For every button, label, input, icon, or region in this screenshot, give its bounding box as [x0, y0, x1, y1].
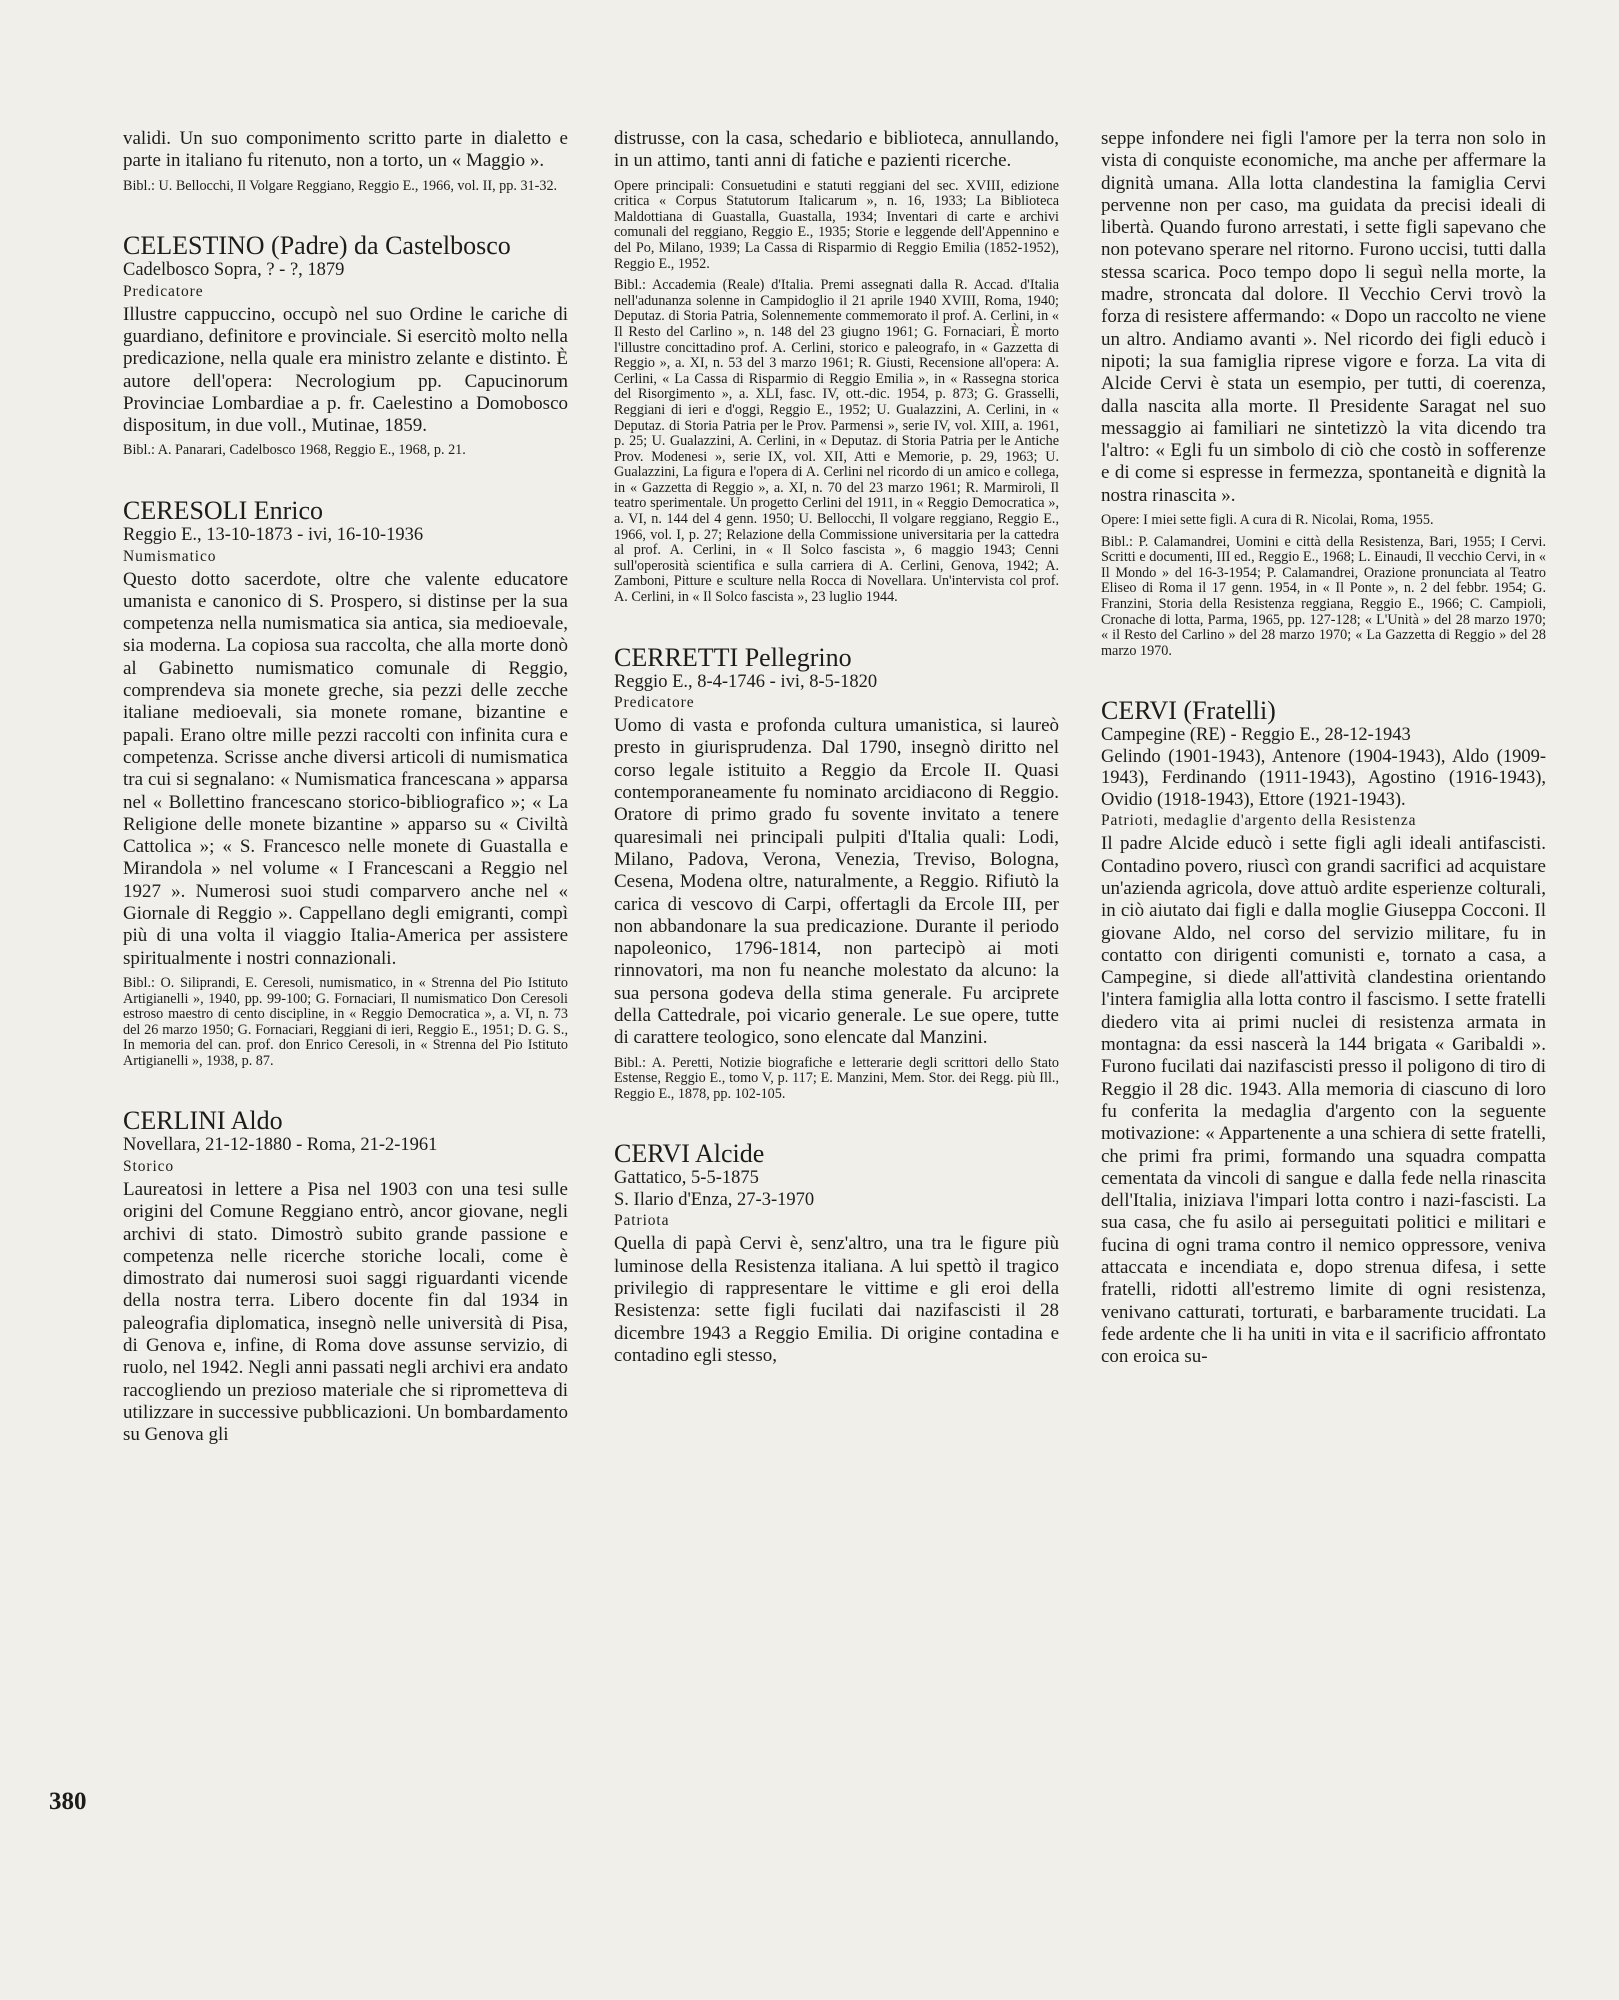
entry-dates: Reggio E., 8-4-1746 - ivi, 8-5-1820 [614, 671, 878, 692]
entry-profession: Predicatore [123, 282, 204, 300]
entry-dates: Gattatico, 5-5-1875 [614, 1168, 759, 1189]
continued-text: validi. Un suo componimento scritto parte in dialetto e parte in italiano fu ritenuto, non a torto, un « Maggio ». [123, 128, 568, 172]
entry-profession: Numismatico [123, 547, 217, 565]
entry-dates: Novellara, 21-12-1880 - Roma, 21-2-1961 [123, 1135, 438, 1156]
entry-dates: Reggio E., 13-10-1873 - ivi, 16-10-1936 [123, 525, 424, 546]
entry-profession: Storico [123, 1157, 175, 1175]
entry-dates: Cadelbosco Sopra, ? - ?, 1879 [123, 260, 345, 281]
entry-dates-death: S. Ilario d'Enza, 27-3-1970 [614, 1189, 815, 1210]
entry-cervi-fratelli [1101, 697, 1546, 1368]
entry-members: Gelindo (1901-1943), Antenore (1904-1943), Aldo (1909-1943), Ferdinando (1911-1943), Agostino (1916-1943), Ovidio (1918-1943), Ettore (1921-1943). [1101, 746, 1546, 810]
entry-body: Uomo di vasta e profonda cultura umanistica, si laureò presto in giurisprudenza. Dal 1790, insegnò diritto nel corso legale istituito a Reggio da Ercole II. Quasi contemporaneamente fu nominato arcidiacono di Reggio. Oratore di primo grado fu sovente invitato a tenere quaresimali nei principali pulpiti d'Italia quali: Lodi, Milano, Padova, Verona, Venezia, Treviso, Bologna, Cesena, Modena oltre, naturalmente, a Reggio. Rifiutò la carica di vescovo di Carpi, offertagli da Ercole III, per non abbandonare la sua predicazione. Durante il periodo napoleonico, 1796-1814, non partecipò ai moti rinnovatori, ma non fu neanche molestato da alcuno: la sua persona godeva della stima generale. Fu arciprete della Cattedrale, poi vicario generale. Le sue opere, tutte di carattere teologico, sono elencate dal Manzini. [614, 715, 1059, 1049]
entry-celestino [123, 232, 568, 459]
entry-body: Il padre Alcide educò i sette figli agli ideali antifascisti. Contadino povero, riuscì con grandi sacrifici ad acquistare un'azienda agricola, dove attuò ardite esperienze colturali, in ciò aiutato dai figli e dalla moglie Giuseppa Cocconi. Il giovane Aldo, nel corso del servizio militare, fu in contatto con dirigenti comunisti e, tornato a casa, a Campegine, si diede all'attività clandestina orientando l'intera famiglia alla lotta contro il fascismo. I sette fratelli diedero vita ai primi nuclei di resistenza armata in montagna: da essi nascerà la 144 brigata « Garibaldi ». Furono fucilati dai nazifascisti presso il poligono di tiro di Reggio il 28 dic. 1943. Alla memoria di ciascuno di loro fu conferita la medaglia d'argento con la seguente motivazione: « Appartenente a una schiera di sette fratelli, che primi fra primi, formando una squadra compatta cementata da vincoli di sangue e dalla fede nella rinascita dell'Italia, iniziava l'impari lotta contro i nazi-fascisti. La sua casa, che fu asilo ai perseguitati politici e militari e fucina di ogni trama contro il nemico oppressore, veniva attaccata e incendiata e, dopo strenua difesa, i sette fratelli, ridotti all'estremo limite di ogni resistenza, venivano catturati, torturati, e barbaramente trucidati. La fede ardente che li ha uniti in vita e il sacrificio affrontato con eroica su- [1101, 833, 1546, 1368]
entry-cervi-alcide [614, 1140, 1059, 1367]
continued-text: distrusse, con la casa, schedario e biblioteca, annullando, in un attimo, tanti anni di fatiche e pazienti ricerche. [614, 128, 1059, 172]
entry-body: Quella di papà Cervi è, senz'altro, una tra le figure più luminose della Resistenza italiana. A lui spettò il tragico privilegio di rappresentare le vittime e gli eroi della Resistenza: sette figli fucilati dai nazifascisti il 28 dicembre 1943 a Reggio Emilia. Di origine contadina e contadino egli stesso, [614, 1233, 1059, 1366]
column-2 [614, 128, 1059, 1367]
bibliography: Bibl.: P. Calamandrei, Uomini e città della Resistenza, Bari, 1955; I Cervi. Scritti e documenti, III ed., Reggio E., 1968; L. Einaudi, Il vecchio Cervi, in « Il Mondo » del 16-3-1954; P. Calamandrei, Orazione pronunciata al Teatro Eliseo di Roma il 17 genn. 1954, in « Il Ponte », n. 2 del febbr. 1954; G. Franzini, Storia della Resistenza reggiana, Reggio E., 1966; C. Campioli, Cronache di lotta, Parma, 1965, pp. 127-128; « L'Unità » del 28 marzo 1970; « il Resto del Carlino » del 28 marzo 1970; « La Gazzetta di Reggio » del 28 marzo 1970. [1101, 533, 1546, 659]
entry-profession: Patrioti, medaglie d'argento della Resistenza [1101, 812, 1417, 830]
entry-heading: CERRETTI Pellegrino [614, 642, 852, 672]
entry-dates: Campegine (RE) - Reggio E., 28-12-1943 [1101, 725, 1411, 746]
column-3 [1101, 128, 1546, 1369]
entry-profession: Predicatore [614, 694, 695, 712]
column-1 [123, 128, 568, 1447]
entry-body: Questo dotto sacerdote, oltre che valente educatore umanista e canonico di S. Prospero, si distinse per la sua competenza nella numismatica sia antica, sia medioevale, sia moderna. La copiosa sua raccolta, che alla morte donò al Gabinetto numismatico comunale di Reggio, comprendeva sia monete greche, sia pezzi delle zecche italiane medioevali, sia monete romane, bizantine e papali. Erano oltre mille pezzi raccolti con infinita cura e competenza. Scrisse anche diversi articoli di numismatica tra cui si segnalano: « Numismatica francescana » apparsa nel « Bollettino francescano storico-bibliografico »; « La Religione delle monete bizantine » apparso su « Civiltà Cattolica »; « S. Francesco nelle monete di Guastalla e Mirandola » nel volume « I Francescani a Reggio nel 1927 ». Numerosi suoi studi comparvero anche nel « Giornale di Reggio ». Cappellano degli emigranti, compì più di una volta il viaggio Italia-America per assistere spiritualmente i nostri connazionali. [123, 568, 568, 969]
entry-body: Laureatosi in lettere a Pisa nel 1903 con una tesi sulle origini del Comune Reggiano entrò, ancor giovane, negli archivi di stato. Dimostrò subito grande passione e competenza nelle ricerche storiche locali, come è dimostrato dai numerosi suoi saggi riguardanti vicende della nostra terra. Libero docente fin dal 1934 in paleografia diplomatica, insegnò nelle università di Pisa, di Genova e, infine, di Roma dove assunse servizio, di ruolo, nel 1942. Negli anni passati negli archivi era andato raccogliendo un prezioso materiale che si riprometteva di utilizzare in successive pubblicazioni. Un bombardamento su Genova gli [123, 1178, 568, 1446]
entry-heading: CELESTINO (Padre) da Castelbosco [123, 231, 511, 261]
bibliography: Bibl.: Accademia (Reale) d'Italia. Premi assegnati dalla R. Accad. d'Italia nell'adunanza solenne in Campidoglio il 21 aprile 1940 XVIII, Roma, 1940; Deputaz. di Storia Patria, Solennemente commemorato il prof. A. Cerlini, in « Il Resto del Carlino », n. 148 del 23 giugno 1961; G. Fornaciari, È morto l'illustre concittadino prof. A. Cerlini, storico e paleografo, in « Gazzetta di Reggio », a. XI, n. 53 del 3 marzo 1961; R. Giusti, Recensione all'opera: A. Cerlini, « La Cassa di Risparmio di Reggio Emilia », in « Rassegna storica del Risorgimento », a. XLI, fasc. IV, ott.-dic. 1954, p. 873; G. Grasselli, Reggiani di ieri e d'oggi, Reggio E., 1952; U. Gualazzini, A. Cerlini, in « Deputaz. di Storia Patria per le Prov. Parmensi », serie IV, vol. XIII, a. 1961, p. 25; U. Gualazzini, A. Cerlini, in « Deputaz. di Storia Patria per le Antiche Prov. Modenesi », serie IX, vol. XII, Atti e Memorie, p. 29, 1963; U. Gualazzini, La figura e l'opera di A. Cerlini nel ricordo di un amico e collega, in « Gazzetta di Reggio », a. XI, n. 70 del 23 marzo 1961; R. Marmiroli, Il teatro sperimentale. Un progetto Cerlini del 1911, in « Reggio Democratica », a. VI, n. 144 del 4 genn. 1950; U. Bellocchi, Il volgare reggiano, Reggio E., 1966, vol. I, p. 27; Relazione della Commissione universitaria per la cattedra al prof. A. Cerlini, in « Il Solco fascista », 6 maggio 1943; Cenni sull'operosità scientifica e sulla carriera di A. Cerlini, Genova, 1942; A. Zamboni, Pitture e sculture nella Rocca di Novellara. Un'intervista col prof. A. Cerlini, in « Il Solco fascista », 23 luglio 1944. [614, 277, 1059, 606]
page-number: 380 [49, 1788, 87, 1815]
entry-profession: Patriota [614, 1212, 670, 1230]
works-list: Opere: I miei sette figli. A cura di R. Nicolai, Roma, 1955. [1101, 512, 1434, 529]
entry-ceresoli [123, 497, 568, 1069]
entry-cerlini [123, 1107, 568, 1446]
entry-heading: CERLINI Aldo [123, 1106, 283, 1136]
entry-heading: CERESOLI Enrico [123, 496, 324, 526]
entry-heading: CERVI Alcide [614, 1139, 765, 1169]
entry-heading: CERVI (Fratelli) [1101, 696, 1276, 726]
bibliography: Bibl.: A. Panarari, Cadelbosco 1968, Reggio E., 1968, p. 21. [123, 442, 466, 459]
bibliography: Bibl.: O. Siliprandi, E. Ceresoli, numismatico, in « Strenna del Pio Istituto Artigianelli », 1940, pp. 99-100; G. Fornaciari, Il numismatico Don Ceresoli estroso maestro di cento discipline, in « Reggio Democratica », a. VI, n. 73 del 26 marzo 1950; G. Fornaciari, Reggiani di ieri, Reggio E., 1951; D. G. S., In memoria del can. prof. don Enrico Ceresoli, in « Strenna del Pio Istituto Artigianelli », 1938, p. 87. [123, 974, 568, 1069]
bibliography: Bibl.: U. Bellocchi, Il Volgare Reggiano, Reggio E., 1966, vol. II, pp. 31-32. [123, 177, 558, 194]
continued-text: seppe infondere nei figli l'amore per la terra non solo in vista di conquiste economiche, ma anche per affermare la dignità umana. Alla lotta clandestina la famiglia Cervi pervenne non per caso, ma guidata da precisi ideali di libertà. Quando furono arrestati, i sette figli sapevano che non potevano sperare nel ritorno. Furono uccisi, tutti dalla stessa scarica. Poco tempo dopo li seguì nella morte, la madre, stroncata dal dolore. Il Vecchio Cervi trovò la forza di resistere affermando: « Dopo un raccolto ne viene un altro. Andiamo avanti ». Nel ricordo dei figli educò i nipoti; la sua famiglia riprese vigore e forza. La vita di Alcide Cervi è stata un esempio, per tutti, di coerenza, dalla nascita alla morte. Il Presidente Saragat nel suo messaggio ai familiari ne sintetizzò la vita dicendo tra l'altro: « Egli fu un simbolo di ciò che costò in sofferenze e di come si espresse in fermezza, spontaneità e dignità la nostra rinascita ». [1101, 128, 1546, 506]
bibliography: Bibl.: A. Peretti, Notizie biografiche e letterarie degli scrittori dello Stato Estense, Reggio E., tomo V, p. 117; E. Manzini, Mem. Stor. dei Regg. più Ill., Reggio E., 1878, pp. 102-105. [614, 1054, 1059, 1102]
entry-body: Illustre cappuccino, occupò nel suo Ordine le cariche di guardiano, definitore e provinciale. Si esercitò molto nella predicazione, nella quale era ministro zelante e distinto. È autore dell'opera: Necrologium pp. Capucinorum Provinciae Lombardiae a p. fr. Caelestino a Domobosco dispositum, in due voll., Mutinae, 1859. [123, 303, 568, 437]
works-list: Opere principali: Consuetudini e statuti reggiani del sec. XVIII, edizione critica « Corpus Statutorum Italicarum », n. 16, 1933; La Biblioteca Maldottiana di Guastalla, Guastalla, 1934; Inventari di carte e archivi comunali del reggiano, Reggio E., 1935; Storie e leggende dell'Appennino e del Po, Milano, 1939; La Cassa di Risparmio di Reggio Emilia (1852-1952), Reggio E., 1952. [614, 177, 1059, 272]
entry-cerretti [614, 644, 1059, 1103]
